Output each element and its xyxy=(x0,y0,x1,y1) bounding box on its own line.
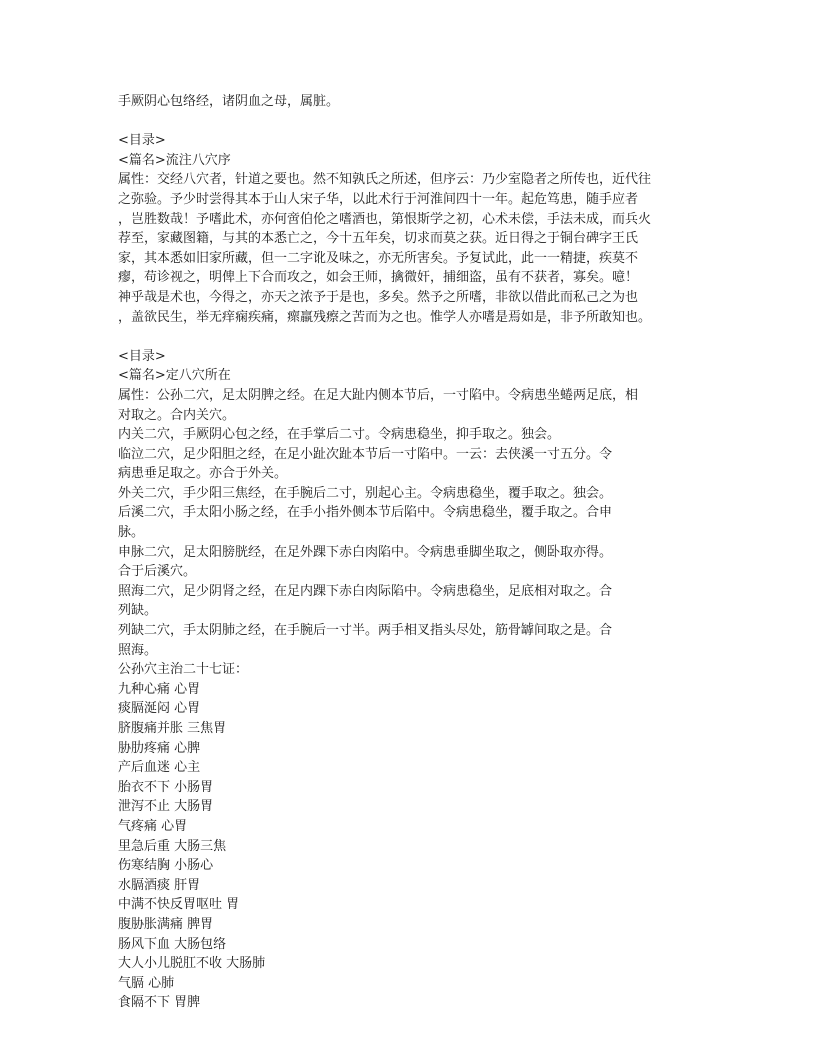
text-line: 家，其本悉如旧家所藏，但一二字讹及味之，亦无所害矣。予复试此，此一一精捷，疾莫不 xyxy=(118,250,639,266)
section1-body xyxy=(118,170,698,327)
text-line: 属性：公孙二穴，足太阴脾之经。在足大趾内侧本节后，一寸陷中。令病患坐蜷两足底，相 xyxy=(118,387,639,403)
text-line: 外关二穴，手少阳三焦经，在手腕后二寸，别起心主。令病患稳坐，覆手取之。独会。 xyxy=(118,485,613,501)
list-item: 气膈 心肺 xyxy=(118,975,175,991)
list-item: 胎衣不下 小肠胃 xyxy=(118,779,214,795)
text-line: 之弥验。予少时尝得其本于山人宋子华，以此术行于河淮间四十一年。起危笃患，随手应者 xyxy=(118,191,639,207)
text-line: 临泣二穴，足少阳胆之经，在足小趾次趾本节后一寸陷中。一云：去侠溪一寸五分。令 xyxy=(118,446,613,462)
list-item: 伤寒结胸 小肠心 xyxy=(118,858,214,874)
list-item: 肠风下血 大肠包络 xyxy=(118,936,227,952)
document-page xyxy=(118,92,698,1013)
blank-line xyxy=(118,327,698,347)
text-line: 内关二穴，手厥阴心包之经，在手掌后二寸。令病患稳坐，抑手取之。独会。 xyxy=(118,427,561,443)
toc-marker: <目录> xyxy=(118,133,166,149)
text-line: 对取之。合内关穴。 xyxy=(118,407,236,423)
intro-line: 手厥阴心包络经，诸阴血之母，属脏。 xyxy=(118,94,340,109)
list-item: 中满不快反胃呕吐 胃 xyxy=(118,897,240,913)
text-line: 荐至，家藏图籍，与其的本悉亡之，今十五年矣，切求而莫之获。近日得之于铜台碑字王氏 xyxy=(118,231,639,247)
toc-marker: <目录> xyxy=(118,348,166,364)
text-line: 后溪二穴，手太阳小肠之经，在手小指外侧本节后陷中。令病患稳坐，覆手取之。合申 xyxy=(118,505,613,521)
list-item: 脐腹痛并胀 三焦胃 xyxy=(118,721,227,736)
blank-line xyxy=(118,112,698,132)
text-line: 照海。 xyxy=(118,642,158,658)
list-item: 产后血迷 心主 xyxy=(118,760,201,776)
text-line: 合于后溪穴。 xyxy=(118,564,197,580)
text-line: ，盖欲民生，举无痒痫疾痛，瘝羸残瘵之苦而为之也。惟学人亦嗜是焉如是，非予所敢知也。 xyxy=(118,309,652,325)
text-line: ，岂胜数哉！予嗜此术，亦何啻伯伦之嗜酒也，第恨斯学之初，心术未偿，手法未成，而兵火 xyxy=(118,211,652,227)
text-line: 脉。 xyxy=(118,525,145,541)
list-item: 大人小儿脱肛不收 大肠肺 xyxy=(118,956,266,972)
list-item: 胁肋疼痛 心脾 xyxy=(118,740,201,756)
list-item: 气疼痛 心胃 xyxy=(118,818,188,834)
list-item: 腹胁胀满痛 脾胃 xyxy=(118,916,214,932)
list-item: 水膈酒痰 肝胃 xyxy=(118,877,201,893)
list-item: 痰膈涎闷 心胃 xyxy=(118,701,201,717)
text-line: 公孙穴主治二十七证： xyxy=(118,662,249,678)
text-line: 照海二穴，足少阴肾之经，在足内踝下赤白肉际陷中。令病患稳坐，足底相对取之。合 xyxy=(118,583,613,599)
text-line: 瘳，苟诊视之，明俾上下合而攻之，如会王师，擒微奸，捕细盗，虽有不获者，寡矣。噫！ xyxy=(118,270,639,286)
text-line: 申脉二穴，足太阳膀胱经，在足外踝下赤白肉陷中。令病患垂脚坐取之，侧卧取亦得。 xyxy=(118,544,613,560)
text-line: 属性：交经八穴者，针道之要也。然不知孰氏之所述，但序云：乃少室隐者之所传也，近代往 xyxy=(118,172,652,188)
list-item: 泄泻不止 大肠胃 xyxy=(118,799,214,815)
section2-body xyxy=(118,386,698,1013)
list-item: 里急后重 大肠三焦 xyxy=(118,838,227,854)
text-line: 病患垂足取之。亦合于外关。 xyxy=(118,466,288,482)
section-heading: <篇名>流注八穴序 xyxy=(118,152,231,168)
list-item: 九种心痛 心胃 xyxy=(118,681,201,697)
text-line: 神乎哉是术也，今得之，亦天之浓予于是也，多矣。然予之所嗜，非欲以借此而私己之为也 xyxy=(118,289,639,305)
text-line: 列缺。 xyxy=(118,603,158,619)
list-item: 食隔不下 胃脾 xyxy=(118,995,201,1011)
section-heading: <篇名>定八穴所在 xyxy=(118,368,231,384)
text-line: 列缺二穴，手太阴肺之经，在手腕后一寸半。两手相叉指头尽处，筋骨罅间取之是。合 xyxy=(118,623,613,639)
